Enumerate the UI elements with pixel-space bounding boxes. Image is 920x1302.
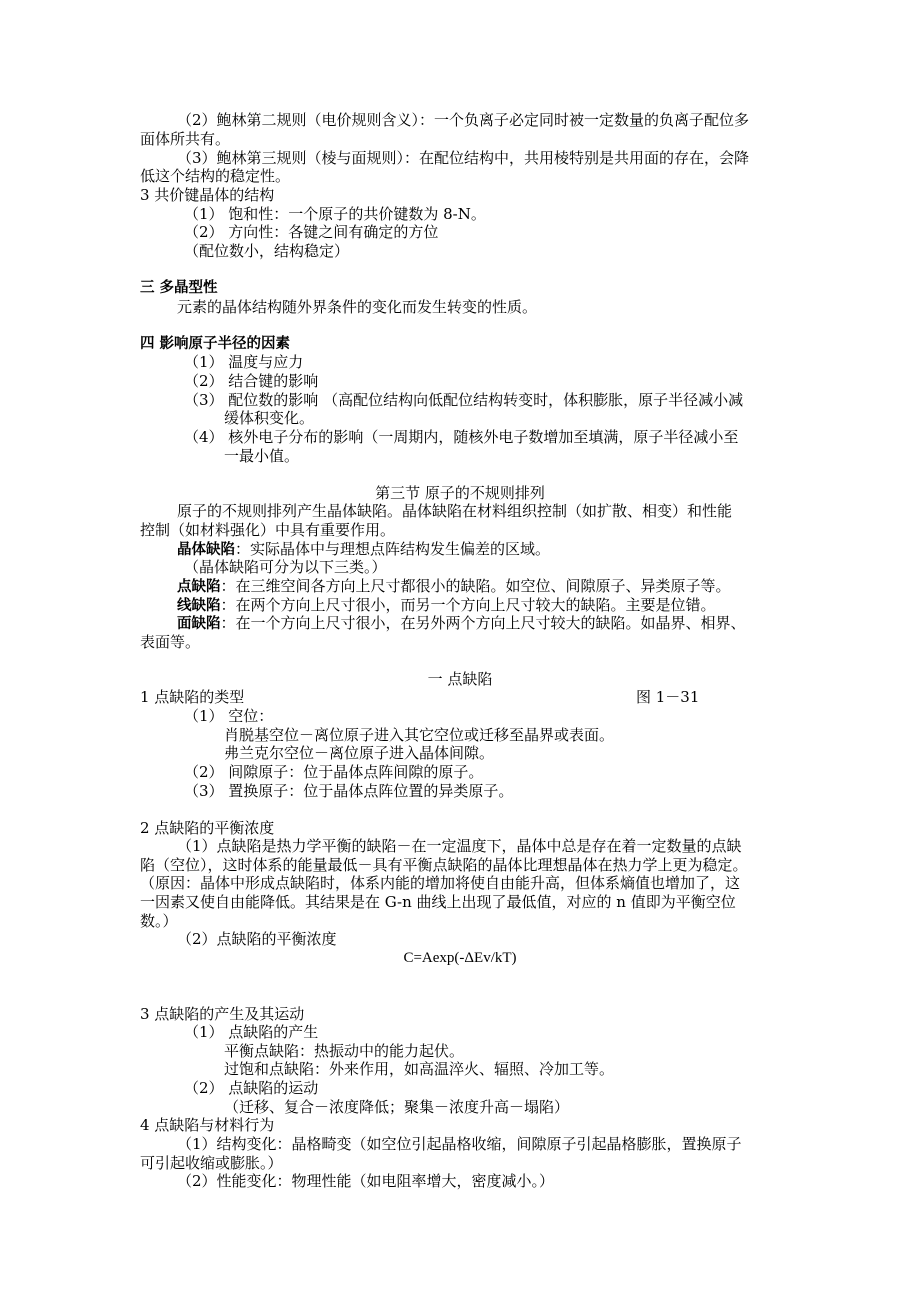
list-item: （2） 点缺陷的运动	[184, 1079, 319, 1097]
list-item: （2） 间隙原子：位于晶体点阵间隙的原子。	[184, 763, 484, 781]
paragraph-line: （1）结构变化：晶格畸变（如空位引起晶格收缩，间隙原子引起晶格膨胀，置换原子	[177, 1135, 742, 1153]
list-item-detail: 肖脱基空位－离位原子进入其它空位或迁移至晶界或表面。	[224, 726, 615, 744]
list-item: （1） 饱和性：一个原子的共价键数为 8-N。	[184, 205, 486, 223]
paragraph-line: （2）性能变化：物理性能（如电阻率增大，密度减小。）	[177, 1172, 555, 1190]
list-item: （1） 点缺陷的产生	[184, 1023, 319, 1041]
formula: C=Aexp(-ΔEv/kT)	[403, 950, 517, 966]
paragraph-line: （1）点缺陷是热力学平衡的缺陷－在一定温度下，晶体中总是存在着一定数量的点缺	[177, 837, 742, 855]
section-heading: 三 多晶型性	[140, 280, 218, 296]
list-item: （4） 核外电子分布的影响（一周期内，随核外电子数增加至填满，原子半径减小至	[184, 428, 739, 446]
paragraph-line: （3）鲍林第三规则（棱与面规则）：在配位结构中，共用棱特别是共用面的存在，会降	[177, 149, 750, 167]
definition-text: ：实际晶体中与理想点阵结构发生偏差的区域。	[235, 540, 551, 558]
list-item: （2） 结合键的影响	[184, 372, 319, 390]
section-heading: 3 点缺陷的产生及其运动	[140, 1005, 305, 1023]
list-item-detail: 过饱和点缺陷：外来作用，如高温淬火、辐照、冷加工等。	[224, 1060, 615, 1078]
paragraph-line: （2）点缺陷的平衡浓度	[177, 930, 337, 948]
definition-text: ：在三维空间各方向上尺寸都很小的缺陷。如空位、间隙原子、异类原子等。	[220, 577, 731, 595]
term: 晶体缺陷	[177, 542, 235, 558]
subsection-title: 一 点缺陷	[427, 670, 493, 688]
chapter-section-title: 第三节 原子的不规则排列	[375, 484, 545, 502]
definition-line	[177, 577, 731, 596]
list-item-continuation: 一最小值。	[224, 447, 300, 465]
list-item: （3） 置换原子：位于晶体点阵位置的异类原子。	[184, 782, 514, 800]
paragraph-line: 元素的晶体结构随外界条件的变化而发生转变的性质。	[177, 298, 538, 316]
list-item-continuation: 缓体积变化。	[224, 409, 315, 427]
paragraph-line: （原因：晶体中形成点缺陷时，体系内能的增加将使自由能升高，但体系熵值也增加了，这	[140, 874, 741, 892]
section-heading: 2 点缺陷的平衡浓度	[140, 819, 275, 837]
definition-line	[177, 540, 550, 559]
section-heading: 3 共价键晶体的结构	[140, 186, 275, 204]
list-item: （1） 空位：	[184, 707, 274, 725]
paragraph-line: 控制（如材料强化）中具有重要作用。	[140, 521, 396, 539]
paragraph-line: 原子的不规则排列产生晶体缺陷。晶体缺陷在材料组织控制（如扩散、相变）和性能	[177, 502, 733, 520]
term: 点缺陷	[177, 579, 221, 595]
note-line: （配位数小，结构稳定）	[184, 242, 350, 260]
term: 面缺陷	[177, 616, 221, 632]
paragraph-line: 一因素又使自由能降低。其结果是在 G-n 曲线上出现了最低值，对应的 n 值即为平衡空位	[140, 893, 736, 911]
paragraph-line: 表面等。	[140, 633, 201, 651]
paragraph-line: （2）鲍林第二规则（电价规则含义）：一个负离子必定同时被一定数量的负离子配位多	[177, 111, 750, 129]
paragraph-line: 陷（空位），这时体系的能量最低－具有平衡点缺陷的晶体比理想晶体在热力学上更为稳定。	[140, 856, 748, 874]
section-heading: 4 点缺陷与材料行为	[140, 1116, 275, 1134]
term: 线缺陷	[177, 598, 221, 614]
list-item-detail: （迁移、复合－浓度降低；聚集－浓度升高－塌陷）	[224, 1098, 570, 1116]
paragraph-line: 面体所共有。	[140, 130, 231, 148]
note-line: （晶体缺陷可分为以下三类。）	[184, 558, 387, 576]
definition-text: ：在一个方向上尺寸很小，在另外两个方向上尺寸较大的缺陷。如晶界、相界、	[220, 614, 746, 632]
list-item-detail: 弗兰克尔空位－离位原子进入晶体间隙。	[224, 744, 495, 762]
list-item-detail: 平衡点缺陷：热振动中的能力起伏。	[224, 1042, 465, 1060]
paragraph-line: 低这个结构的稳定性。	[140, 167, 291, 185]
definition-line	[177, 614, 746, 633]
definition-line	[177, 596, 716, 615]
list-item: （3） 配位数的影响 （高配位结构向低配位结构转变时，体积膨胀，原子半径减小减	[184, 391, 744, 409]
section-heading: 1 点缺陷的类型	[140, 688, 245, 706]
list-item: （2） 方向性：各键之间有确定的方位	[184, 223, 439, 241]
definition-text: ：在两个方向上尺寸很小，而另一个方向上尺寸较大的缺陷。主要是位错。	[220, 596, 716, 614]
paragraph-line: 数。）	[140, 912, 178, 930]
figure-reference: 图 1－31	[636, 688, 700, 706]
list-item: （1） 温度与应力	[184, 353, 304, 371]
paragraph-line: 可引起收缩或膨胀。）	[140, 1154, 283, 1172]
section-heading: 四 影响原子半径的因素	[140, 336, 291, 352]
